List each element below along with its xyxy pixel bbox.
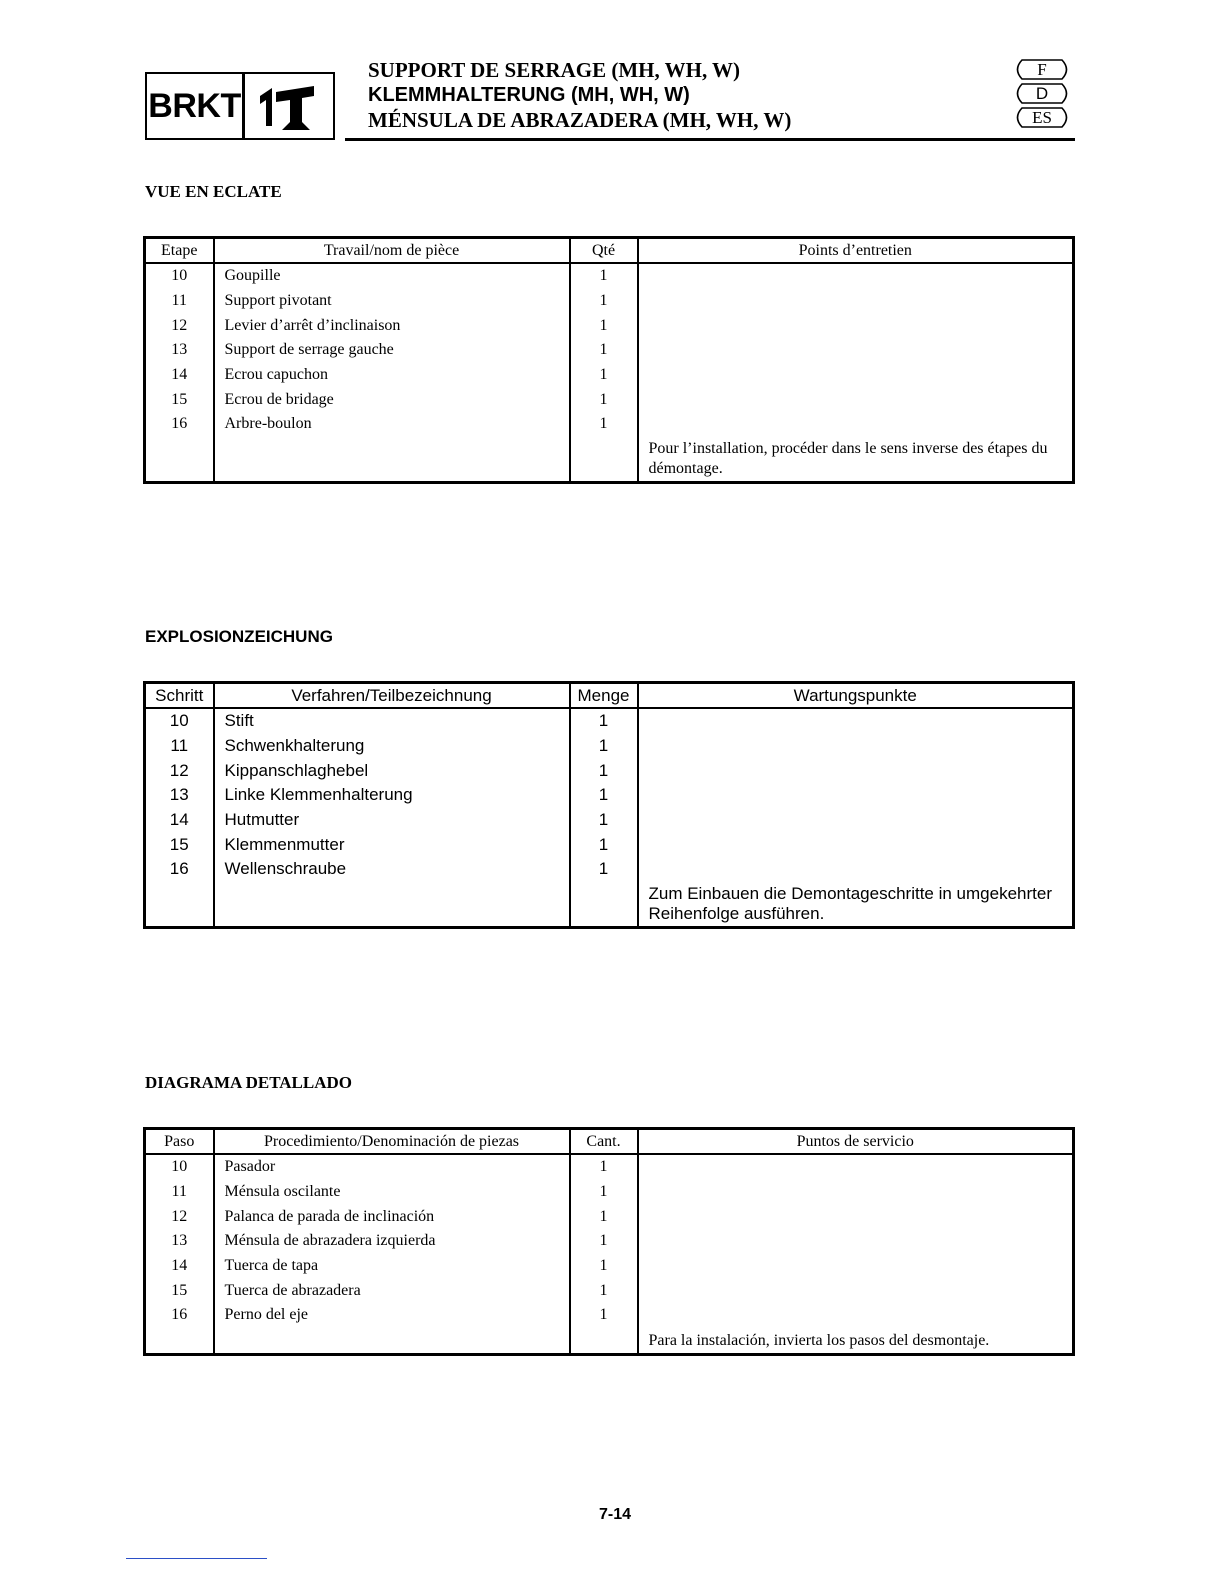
empty-cell [570, 882, 638, 928]
part-qty: 1 [570, 1204, 638, 1229]
part-name: Pasador [214, 1154, 570, 1180]
step-number: 10 [145, 708, 214, 734]
table-header-row [145, 238, 1074, 264]
section-title-fr: VUE EN ECLATE [145, 182, 282, 201]
column-header-step: Paso [145, 1129, 214, 1155]
section-badge-label: BRKT [147, 74, 245, 138]
part-qty: 1 [570, 1229, 638, 1254]
part-qty: 1 [570, 708, 638, 734]
column-header-service-points: Points d’entretien [638, 238, 1074, 264]
step-number: 16 [145, 857, 214, 882]
part-name: Ménsula oscilante [214, 1180, 570, 1205]
part-qty: 1 [570, 387, 638, 412]
title-underline [345, 138, 1075, 141]
title-es: MÉNSULA DE ABRAZADERA (MH, WH, W) [368, 108, 792, 132]
part-qty: 1 [570, 783, 638, 808]
language-tag-es [1012, 107, 1072, 128]
part-name: Levier d’arrêt d’inclinaison [214, 313, 570, 338]
part-qty: 1 [570, 338, 638, 363]
part-qty: 1 [570, 313, 638, 338]
step-number: 13 [145, 1229, 214, 1254]
part-qty: 1 [570, 734, 638, 759]
part-qty: 1 [570, 758, 638, 783]
part-name: Perno del eje [214, 1303, 570, 1328]
part-qty: 1 [570, 263, 638, 289]
empty-cell [214, 1328, 570, 1354]
part-qty: 1 [570, 289, 638, 314]
service-points-note: Zum Einbauen die Demontageschritte in umgekehrter Reihenfolge ausführen. [638, 708, 1074, 927]
language-tag-label: ES [1032, 108, 1052, 127]
step-number: 15 [145, 387, 214, 412]
step-number: 11 [145, 734, 214, 759]
section-title-de: EXPLOSIONZEICHUNG [145, 627, 333, 646]
section-badge [145, 72, 335, 140]
part-name: Ecrou capuchon [214, 363, 570, 388]
service-points-note: Para la instalación, invierta los pasos del desmontaje. [638, 1154, 1074, 1354]
column-header-step: Etape [145, 238, 214, 264]
parts-table-de [143, 681, 1075, 929]
part-qty: 1 [570, 1254, 638, 1279]
empty-cell [145, 1328, 214, 1354]
section-title-es: DIAGRAMA DETALLADO [145, 1073, 353, 1092]
part-qty: 1 [570, 1154, 638, 1180]
part-qty: 1 [570, 857, 638, 882]
step-number: 12 [145, 758, 214, 783]
part-name: Schwenkhalterung [214, 734, 570, 759]
part-qty: 1 [570, 412, 638, 437]
table-header-row [145, 683, 1074, 709]
empty-cell [145, 882, 214, 928]
part-qty: 1 [570, 1180, 638, 1205]
footer-link-underline [126, 1558, 267, 1559]
step-number: 14 [145, 1254, 214, 1279]
empty-cell [214, 882, 570, 928]
column-header-name: Verfahren/Teilbezeichnung [214, 683, 570, 709]
part-name: Kippanschlaghebel [214, 758, 570, 783]
parts-table-es [143, 1127, 1075, 1356]
step-number: 15 [145, 1278, 214, 1303]
step-number: 10 [145, 263, 214, 289]
part-qty: 1 [570, 832, 638, 857]
language-tag-d [1012, 83, 1072, 104]
step-number: 10 [145, 1154, 214, 1180]
part-name: Tuerca de tapa [214, 1254, 570, 1279]
part-name: Linke Klemmenhalterung [214, 783, 570, 808]
step-number: 12 [145, 1204, 214, 1229]
column-header-qty: Menge [570, 683, 638, 709]
part-name: Goupille [214, 263, 570, 289]
step-number: 13 [145, 338, 214, 363]
part-qty: 1 [570, 808, 638, 833]
part-qty: 1 [570, 1278, 638, 1303]
part-name: Wellenschraube [214, 857, 570, 882]
step-number: 13 [145, 783, 214, 808]
empty-cell [214, 437, 570, 483]
part-name: Ecrou de bridage [214, 387, 570, 412]
step-number: 16 [145, 412, 214, 437]
column-header-name: Travail/nom de pièce [214, 238, 570, 264]
title-de: KLEMMHALTERUNG (MH, WH, W) [368, 84, 690, 106]
empty-cell [570, 437, 638, 483]
step-number: 11 [145, 289, 214, 314]
page-number: 7-14 [598, 1506, 632, 1523]
part-name: Ménsula de abrazadera izquierda [214, 1229, 570, 1254]
part-name: Hutmutter [214, 808, 570, 833]
part-name: Stift [214, 708, 570, 734]
step-number: 16 [145, 1303, 214, 1328]
column-header-service-points: Puntos de servicio [638, 1129, 1074, 1155]
part-name: Support de serrage gauche [214, 338, 570, 363]
part-name: Klemmenmutter [214, 832, 570, 857]
column-header-step: Schritt [145, 683, 214, 709]
part-name: Support pivotant [214, 289, 570, 314]
service-points-note: Pour l’installation, procéder dans le sens inverse des étapes du démontage. [638, 263, 1074, 482]
title-block [368, 58, 791, 133]
language-tag-label: F [1037, 60, 1047, 79]
column-header-service-points: Wartungspunkte [638, 683, 1074, 709]
part-name: Palanca de parada de inclinación [214, 1204, 570, 1229]
language-tag-label: D [1035, 84, 1049, 103]
table-row [145, 1154, 1074, 1180]
table-row [145, 708, 1074, 734]
table-row [145, 263, 1074, 289]
part-name: Arbre-boulon [214, 412, 570, 437]
step-number: 12 [145, 313, 214, 338]
empty-cell [570, 1328, 638, 1354]
step-number: 11 [145, 1180, 214, 1205]
step-number: 15 [145, 832, 214, 857]
step-number: 14 [145, 808, 214, 833]
outboard-bracket-icon [245, 74, 333, 138]
step-number: 14 [145, 363, 214, 388]
part-qty: 1 [570, 1303, 638, 1328]
column-header-qty: Qté [570, 238, 638, 264]
parts-table-fr [143, 236, 1075, 484]
part-qty: 1 [570, 363, 638, 388]
column-header-qty: Cant. [570, 1129, 638, 1155]
table-header-row [145, 1129, 1074, 1155]
empty-cell [145, 437, 214, 483]
part-name: Tuerca de abrazadera [214, 1278, 570, 1303]
language-tag-f [1012, 59, 1072, 80]
column-header-name: Procedimiento/Denominación de piezas [214, 1129, 570, 1155]
title-fr: SUPPORT DE SERRAGE (MH, WH, W) [368, 58, 741, 82]
